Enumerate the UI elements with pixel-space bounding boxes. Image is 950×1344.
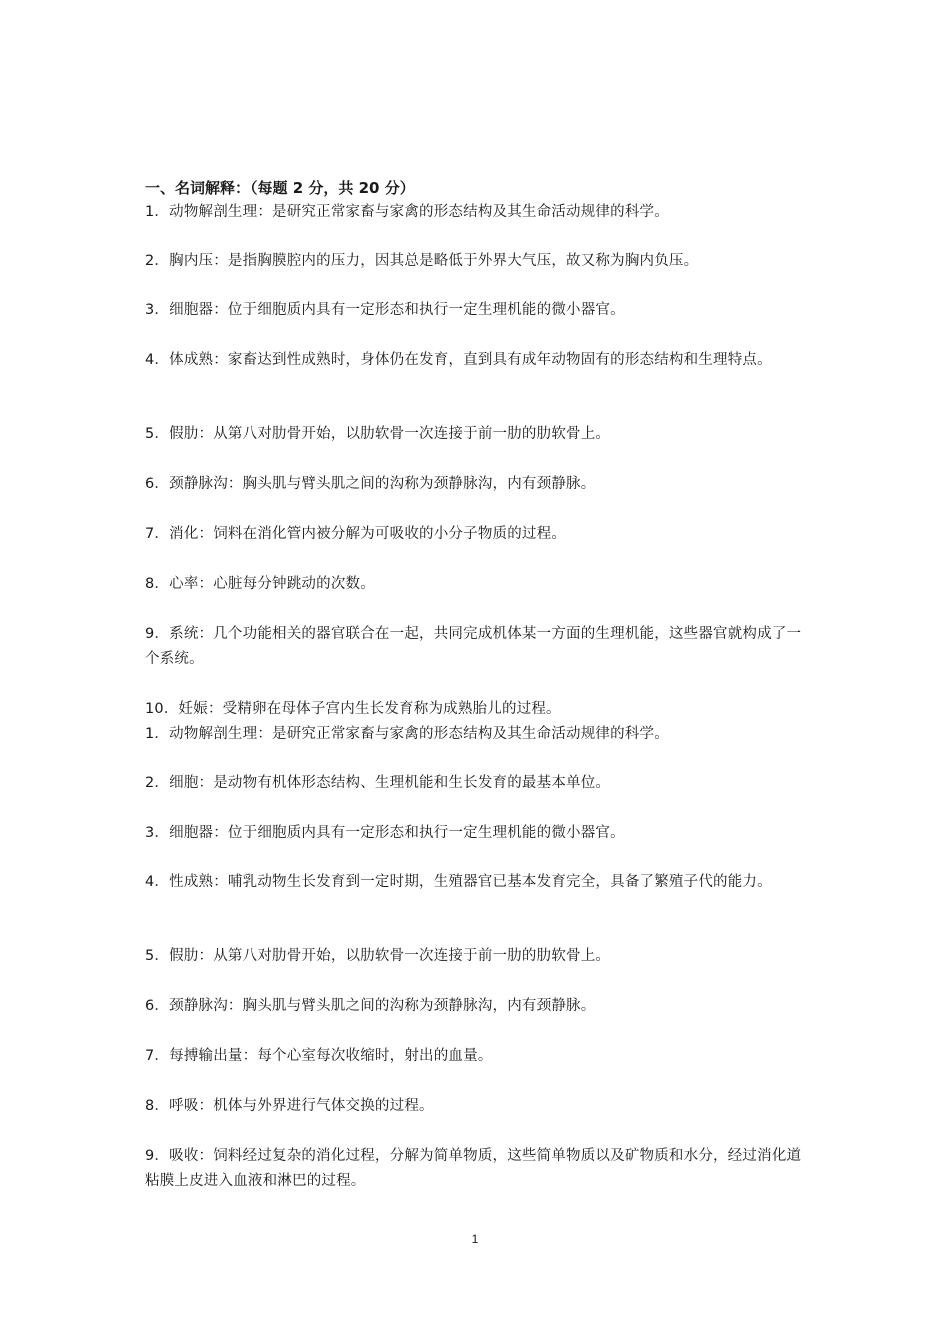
definition-item: 5．假肋：从第八对肋骨开始，以肋软骨一次连接于前一肋的肋软骨上。 (145, 426, 611, 442)
definition-item: 9．系统：几个功能相关的器官联合在一起，共同完成机体某一方面的生理机能，这些器官就构成了一个系统。 (145, 626, 802, 667)
definition-item: 2．胸内压：是指胸膜腔内的压力，因其总是略低于外界大气压，故又称为胸内负压。 (145, 253, 699, 269)
definition-item: 10．妊娠：受精卵在母体子宫内生长发育称为成熟胎儿的过程。 (145, 701, 561, 717)
definition-item: 9．吸收：饲料经过复杂的消化过程，分解为简单物质，这些简单物质以及矿物质和水分，经过消化道粘膜上皮进入血液和淋巴的过程。 (145, 1148, 802, 1189)
definition-item: 1．动物解剖生理：是研究正常家畜与家禽的形态结构及其生命活动规律的科学。 (145, 204, 669, 220)
definition-item: 8．心率：心脏每分钟跳动的次数。 (145, 576, 375, 592)
definition-item: 3．细胞器：位于细胞质内具有一定形态和执行一定生理机能的微小器官。 (145, 825, 625, 841)
section-heading: 一、名词解释：（每题 2 分，共 20 分） (145, 179, 415, 197)
definition-item: 4．性成熟：哺乳动物生长发育到一定时期，生殖器官已基本发育完全，具备了繁殖子代的能力。 (145, 874, 772, 890)
definition-item: 7．每搏输出量：每个心室每次收缩时，射出的血量。 (145, 1048, 493, 1064)
definition-item: 4．体成熟：家畜达到性成熟时，身体仍在发育，直到具有成年动物固有的形态结构和生理特点。 (145, 352, 772, 368)
page-number: 1 (471, 1232, 479, 1246)
definition-item: 6．颈静脉沟：胸头肌与臂头肌之间的沟称为颈静脉沟，内有颈静脉。 (145, 476, 596, 492)
definition-item: 8．呼吸：机体与外界进行气体交换的过程。 (145, 1098, 434, 1114)
definition-item: 7．消化：饲料在消化管内被分解为可吸收的小分子物质的过程。 (145, 526, 567, 542)
definition-item: 6．颈静脉沟：胸头肌与臂头肌之间的沟称为颈静脉沟，内有颈静脉。 (145, 998, 596, 1014)
definition-item: 3．细胞器：位于细胞质内具有一定形态和执行一定生理机能的微小器官。 (145, 302, 625, 318)
definition-item: 5．假肋：从第八对肋骨开始，以肋软骨一次连接于前一肋的肋软骨上。 (145, 948, 611, 964)
definition-item: 1．动物解剖生理：是研究正常家畜与家禽的形态结构及其生命活动规律的科学。 (145, 726, 669, 742)
definition-item: 2．细胞：是动物有机体形态结构、生理机能和生长发育的最基本单位。 (145, 775, 611, 791)
